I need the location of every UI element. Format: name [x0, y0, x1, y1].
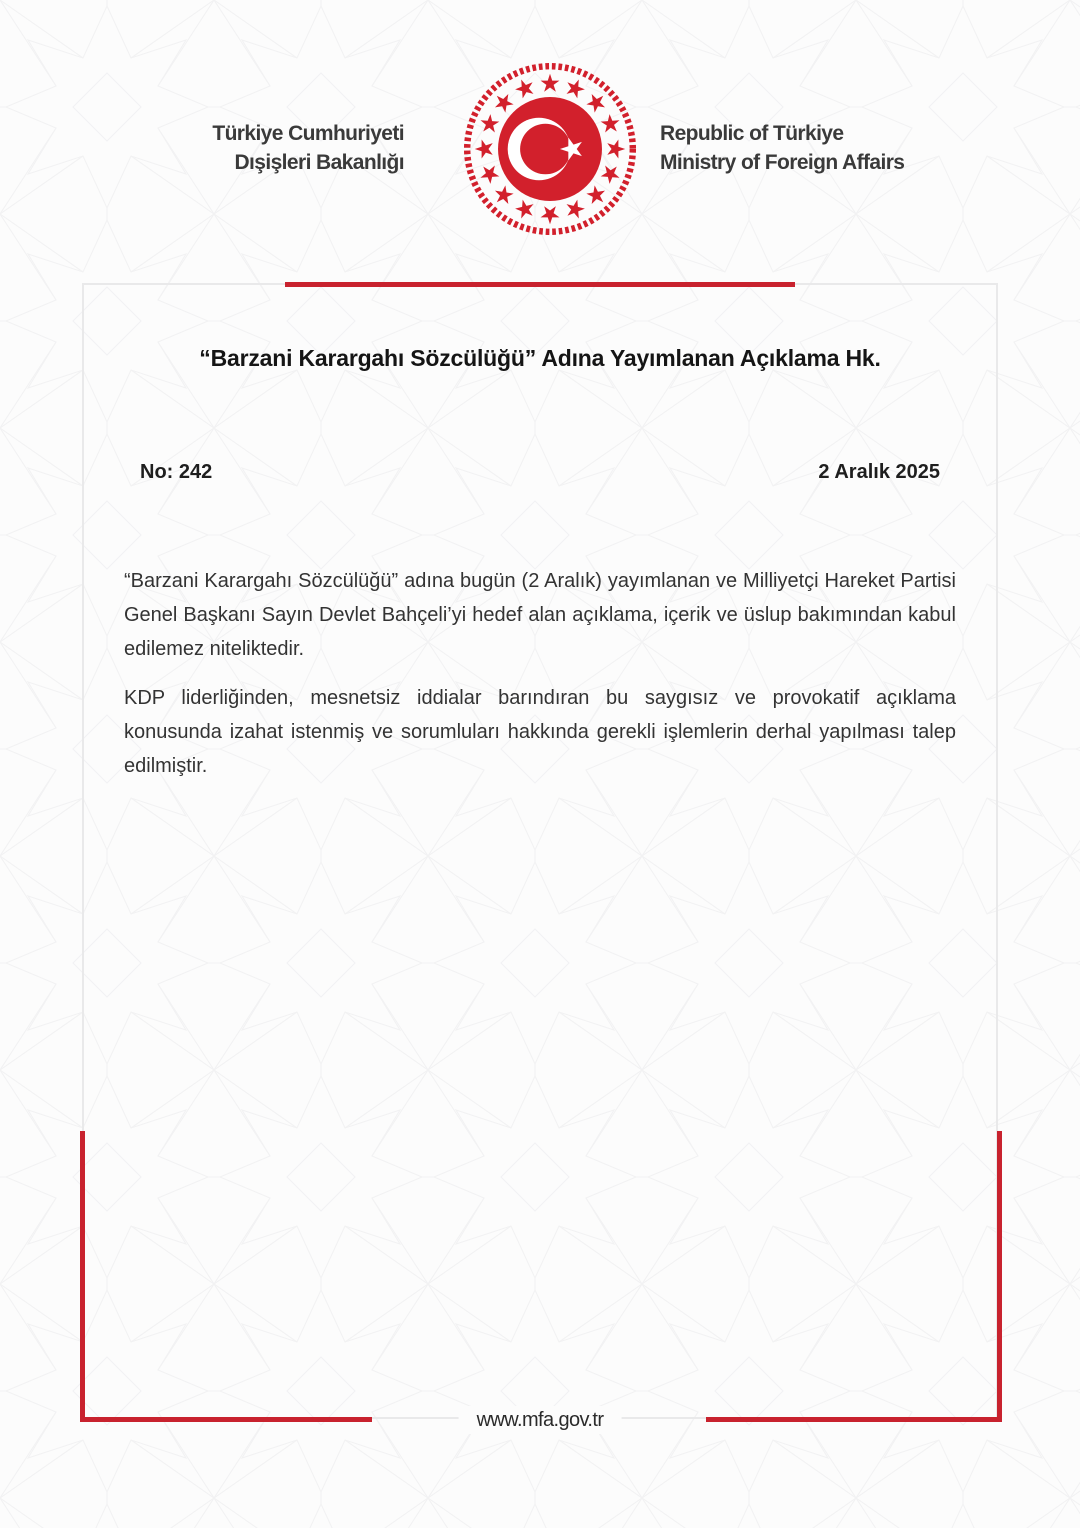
- statement-meta-row: [84, 458, 996, 486]
- bottom-left-accent-vertical: [80, 1131, 85, 1422]
- org-tr-line1: Türkiye Cumhuriyeti: [212, 122, 404, 145]
- bottom-left-accent-horizontal: [80, 1417, 372, 1422]
- bottom-right-accent-horizontal: [706, 1417, 1002, 1422]
- statement-box: [82, 283, 998, 1419]
- org-en-line1: Republic of Türkiye: [660, 122, 844, 145]
- org-name-english: [660, 119, 904, 177]
- org-en-line2: Ministry of Foreign Affairs: [660, 151, 905, 174]
- footer-website-text: www.mfa.gov.tr: [459, 1406, 622, 1434]
- statement-number: No: 242: [140, 461, 213, 483]
- bottom-right-accent-vertical: [997, 1131, 1002, 1422]
- statement-paragraph: “Barzani Karargahı Sözcülüğü” adına bugün (2 Aralık) yayımlanan ve Milliyetçi Hareket Partisi Genel Başkanı Sayın Devlet Bahçeli’yi hedef alan açıklama, içerik ve üslup bakımından kabul edilemez niteliktedir.: [124, 570, 956, 660]
- org-name-turkish: [212, 119, 404, 177]
- org-tr-line2: Dışişleri Bakanlığı: [234, 151, 404, 174]
- top-accent-line: [285, 282, 795, 287]
- statement-paragraph: KDP liderliğinden, mesnetsiz iddialar barındıran bu saygısız ve provokatif açıklama konusunda izahat istenmiş ve sorumluları hakkında gerekli işlemlerin derhal yapılması talep edilmiştir.: [124, 687, 956, 777]
- statement-title: “Barzani Karargahı Sözcülüğü” Adına Yayımlanan Açıklama Hk.: [199, 345, 881, 371]
- statement-date: 2 Aralık 2025: [818, 461, 940, 483]
- statement-body: [84, 564, 996, 783]
- turkiye-mfa-emblem-icon: [458, 57, 642, 241]
- letterhead: [0, 0, 1080, 260]
